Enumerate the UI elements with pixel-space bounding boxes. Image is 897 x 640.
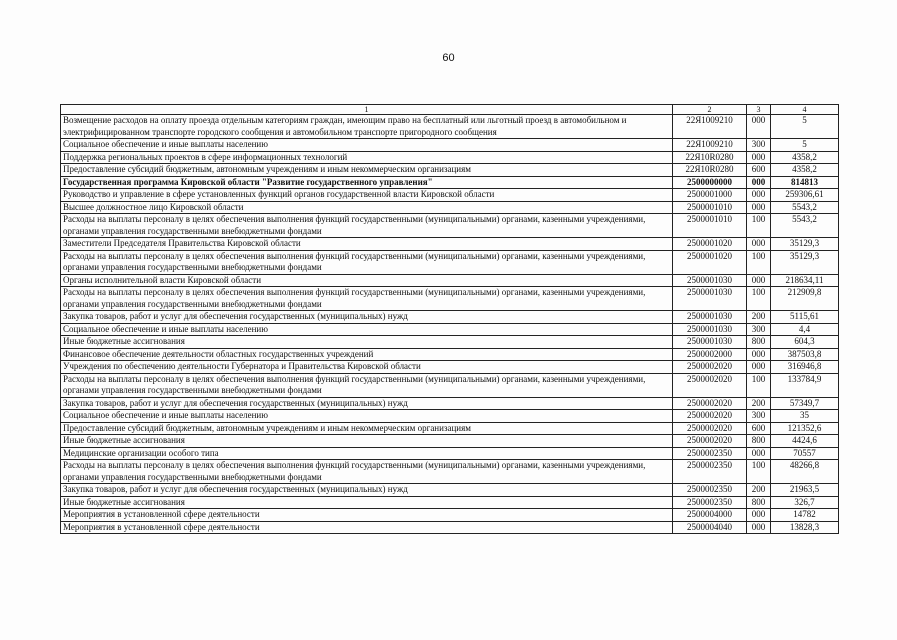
row-code: 2500001030 bbox=[673, 336, 747, 349]
table-row bbox=[61, 311, 839, 324]
row-code: 2500002020 bbox=[673, 361, 747, 374]
row-type: 000 bbox=[747, 176, 771, 189]
row-name: Высшее должностное лицо Кировской области bbox=[61, 201, 673, 214]
row-name: Возмещение расходов на оплату проезда отдельным категориям граждан, имеющим право на бесплатный или льготный проезд в автомобильном и электрифицированном транспорте городского сообщения и автомобильном транспорте пригородного сообщения bbox=[61, 115, 673, 139]
row-amount: 35 bbox=[771, 410, 839, 423]
table-row bbox=[61, 238, 839, 251]
row-code: 2500002020 bbox=[673, 435, 747, 448]
row-code: 2500001030 bbox=[673, 323, 747, 336]
row-type: 100 bbox=[747, 373, 771, 397]
page-number: 60 bbox=[442, 52, 455, 64]
row-amount: 13828,3 bbox=[771, 521, 839, 534]
table-row bbox=[61, 484, 839, 497]
row-amount: 316946,8 bbox=[771, 361, 839, 374]
header-col-2: 2 bbox=[673, 105, 747, 115]
row-name: Закупка товаров, работ и услуг для обеспечения государственных (муниципальных) нужд bbox=[61, 397, 673, 410]
row-code: 22Я1009210 bbox=[673, 139, 747, 152]
row-code: 2500001010 bbox=[673, 201, 747, 214]
table-row bbox=[61, 323, 839, 336]
row-type: 200 bbox=[747, 484, 771, 497]
table-row bbox=[61, 139, 839, 152]
table-row bbox=[61, 509, 839, 522]
row-amount: 212909,8 bbox=[771, 287, 839, 311]
row-code: 2500002350 bbox=[673, 484, 747, 497]
row-type: 000 bbox=[747, 201, 771, 214]
row-type: 100 bbox=[747, 250, 771, 274]
row-amount: 4358,2 bbox=[771, 164, 839, 177]
row-name: Иные бюджетные ассигнования bbox=[61, 435, 673, 448]
row-amount: 5543,2 bbox=[771, 201, 839, 214]
table-row bbox=[61, 287, 839, 311]
row-name: Социальное обеспечение и иные выплаты населению bbox=[61, 410, 673, 423]
row-type: 000 bbox=[747, 348, 771, 361]
table-row bbox=[61, 361, 839, 374]
row-name: Мероприятия в установленной сфере деятельности bbox=[61, 521, 673, 534]
row-amount: 133784,9 bbox=[771, 373, 839, 397]
row-type: 200 bbox=[747, 311, 771, 324]
row-type: 000 bbox=[747, 521, 771, 534]
row-code: 22Я1009210 bbox=[673, 115, 747, 139]
row-amount: 35129,3 bbox=[771, 250, 839, 274]
row-code: 2500001030 bbox=[673, 287, 747, 311]
table-row bbox=[61, 250, 839, 274]
row-amount: 5115,61 bbox=[771, 311, 839, 324]
row-amount: 35129,3 bbox=[771, 238, 839, 251]
row-type: 200 bbox=[747, 397, 771, 410]
table-row bbox=[61, 189, 839, 202]
row-name: Предоставление субсидий бюджетным, автономным учреждениям и иным некоммерческим организациям bbox=[61, 164, 673, 177]
row-type: 000 bbox=[747, 238, 771, 251]
row-code: 2500001030 bbox=[673, 311, 747, 324]
row-name: Государственная программа Кировской области "Развитие государственного управления" bbox=[61, 176, 673, 189]
row-type: 000 bbox=[747, 151, 771, 164]
table-row bbox=[61, 521, 839, 534]
row-name: Органы исполнительной власти Кировской области bbox=[61, 274, 673, 287]
row-type: 000 bbox=[747, 189, 771, 202]
row-code: 2500001030 bbox=[673, 274, 747, 287]
row-code: 22Я10R0280 bbox=[673, 164, 747, 177]
row-amount: 326,7 bbox=[771, 496, 839, 509]
row-type: 800 bbox=[747, 435, 771, 448]
row-name: Расходы на выплаты персоналу в целях обеспечения выполнения функций государственными (муниципальными) органами, казенными учреждениями, органами управления государственными внебюджетными фондами bbox=[61, 214, 673, 238]
row-type: 600 bbox=[747, 164, 771, 177]
table-row bbox=[61, 496, 839, 509]
row-type: 300 bbox=[747, 139, 771, 152]
row-code: 2500002350 bbox=[673, 460, 747, 484]
table-row bbox=[61, 274, 839, 287]
row-amount: 21963,5 bbox=[771, 484, 839, 497]
row-code: 22Я10R0280 bbox=[673, 151, 747, 164]
row-type: 100 bbox=[747, 460, 771, 484]
row-name: Закупка товаров, работ и услуг для обеспечения государственных (муниципальных) нужд bbox=[61, 311, 673, 324]
table-row bbox=[61, 336, 839, 349]
row-amount: 387503,8 bbox=[771, 348, 839, 361]
row-type: 100 bbox=[747, 287, 771, 311]
table-row bbox=[61, 373, 839, 397]
row-type: 300 bbox=[747, 323, 771, 336]
row-type: 000 bbox=[747, 509, 771, 522]
row-name: Иные бюджетные ассигнования bbox=[61, 336, 673, 349]
row-amount: 814813 bbox=[771, 176, 839, 189]
row-amount: 14782 bbox=[771, 509, 839, 522]
row-name: Социальное обеспечение и иные выплаты населению bbox=[61, 139, 673, 152]
row-amount: 57349,7 bbox=[771, 397, 839, 410]
row-name: Поддержка региональных проектов в сфере информационных технологий bbox=[61, 151, 673, 164]
table-row bbox=[61, 164, 839, 177]
row-code: 2500004000 bbox=[673, 509, 747, 522]
row-code: 2500001010 bbox=[673, 214, 747, 238]
row-name: Расходы на выплаты персоналу в целях обеспечения выполнения функций государственными (муниципальными) органами, казенными учреждениями, органами управления государственными внебюджетными фондами bbox=[61, 460, 673, 484]
row-type: 800 bbox=[747, 496, 771, 509]
row-name: Расходы на выплаты персоналу в целях обеспечения выполнения функций государственными (муниципальными) органами, казенными учреждениями, органами управления государственными внебюджетными фондами bbox=[61, 287, 673, 311]
row-amount: 5 bbox=[771, 139, 839, 152]
row-name: Иные бюджетные ассигнования bbox=[61, 496, 673, 509]
row-type: 300 bbox=[747, 410, 771, 423]
row-amount: 218634,11 bbox=[771, 274, 839, 287]
header-col-1: 1 bbox=[61, 105, 673, 115]
row-code: 2500004040 bbox=[673, 521, 747, 534]
header-col-4: 4 bbox=[771, 105, 839, 115]
row-type: 000 bbox=[747, 361, 771, 374]
row-amount: 48266,8 bbox=[771, 460, 839, 484]
table-row bbox=[61, 410, 839, 423]
table-row bbox=[61, 348, 839, 361]
row-amount: 259306,61 bbox=[771, 189, 839, 202]
table-row bbox=[61, 422, 839, 435]
row-code: 2500002020 bbox=[673, 410, 747, 423]
row-amount: 4424,6 bbox=[771, 435, 839, 448]
row-code: 2500002350 bbox=[673, 496, 747, 509]
table-row bbox=[61, 460, 839, 484]
row-code: 2500002350 bbox=[673, 447, 747, 460]
table-row bbox=[61, 201, 839, 214]
row-amount: 121352,6 bbox=[771, 422, 839, 435]
table-row bbox=[61, 176, 839, 189]
row-code: 2500002020 bbox=[673, 422, 747, 435]
row-code: 2500002000 bbox=[673, 348, 747, 361]
row-type: 100 bbox=[747, 214, 771, 238]
row-code: 2500002020 bbox=[673, 373, 747, 397]
row-name: Закупка товаров, работ и услуг для обеспечения государственных (муниципальных) нужд bbox=[61, 484, 673, 497]
row-type: 000 bbox=[747, 115, 771, 139]
table-row bbox=[61, 447, 839, 460]
row-amount: 70557 bbox=[771, 447, 839, 460]
row-name: Расходы на выплаты персоналу в целях обеспечения выполнения функций государственными (муниципальными) органами, казенными учреждениями, органами управления государственными внебюджетными фондами bbox=[61, 250, 673, 274]
budget-table bbox=[60, 104, 839, 534]
table-row bbox=[61, 435, 839, 448]
row-name: Финансовое обеспечение деятельности областных государственных учреждений bbox=[61, 348, 673, 361]
row-name: Мероприятия в установленной сфере деятельности bbox=[61, 509, 673, 522]
row-name: Предоставление субсидий бюджетным, автономным учреждениям и иным некоммерческим организациям bbox=[61, 422, 673, 435]
row-code: 2500000000 bbox=[673, 176, 747, 189]
table-row bbox=[61, 214, 839, 238]
table-row bbox=[61, 397, 839, 410]
header-col-3: 3 bbox=[747, 105, 771, 115]
row-name: Учреждения по обеспечению деятельности Губернатора и Правительства Кировской области bbox=[61, 361, 673, 374]
row-amount: 4358,2 bbox=[771, 151, 839, 164]
row-code: 2500002020 bbox=[673, 397, 747, 410]
row-name: Медицинские организации особого типа bbox=[61, 447, 673, 460]
row-name: Расходы на выплаты персоналу в целях обеспечения выполнения функций государственными (муниципальными) органами, казенными учреждениями, органами управления государственными внебюджетными фондами bbox=[61, 373, 673, 397]
row-type: 000 bbox=[747, 447, 771, 460]
table-body bbox=[61, 115, 839, 534]
row-code: 2500001020 bbox=[673, 238, 747, 251]
row-name: Руководство и управление в сфере установленных функций органов государственной власти Кировской области bbox=[61, 189, 673, 202]
table-row bbox=[61, 115, 839, 139]
row-name: Социальное обеспечение и иные выплаты населению bbox=[61, 323, 673, 336]
row-amount: 4,4 bbox=[771, 323, 839, 336]
header-row bbox=[61, 105, 839, 115]
row-amount: 5543,2 bbox=[771, 214, 839, 238]
row-type: 800 bbox=[747, 336, 771, 349]
row-code: 2500001000 bbox=[673, 189, 747, 202]
row-amount: 604,3 bbox=[771, 336, 839, 349]
table-row bbox=[61, 151, 839, 164]
row-type: 000 bbox=[747, 274, 771, 287]
row-amount: 5 bbox=[771, 115, 839, 139]
row-name: Заместители Председателя Правительства Кировской области bbox=[61, 238, 673, 251]
row-type: 600 bbox=[747, 422, 771, 435]
row-code: 2500001020 bbox=[673, 250, 747, 274]
